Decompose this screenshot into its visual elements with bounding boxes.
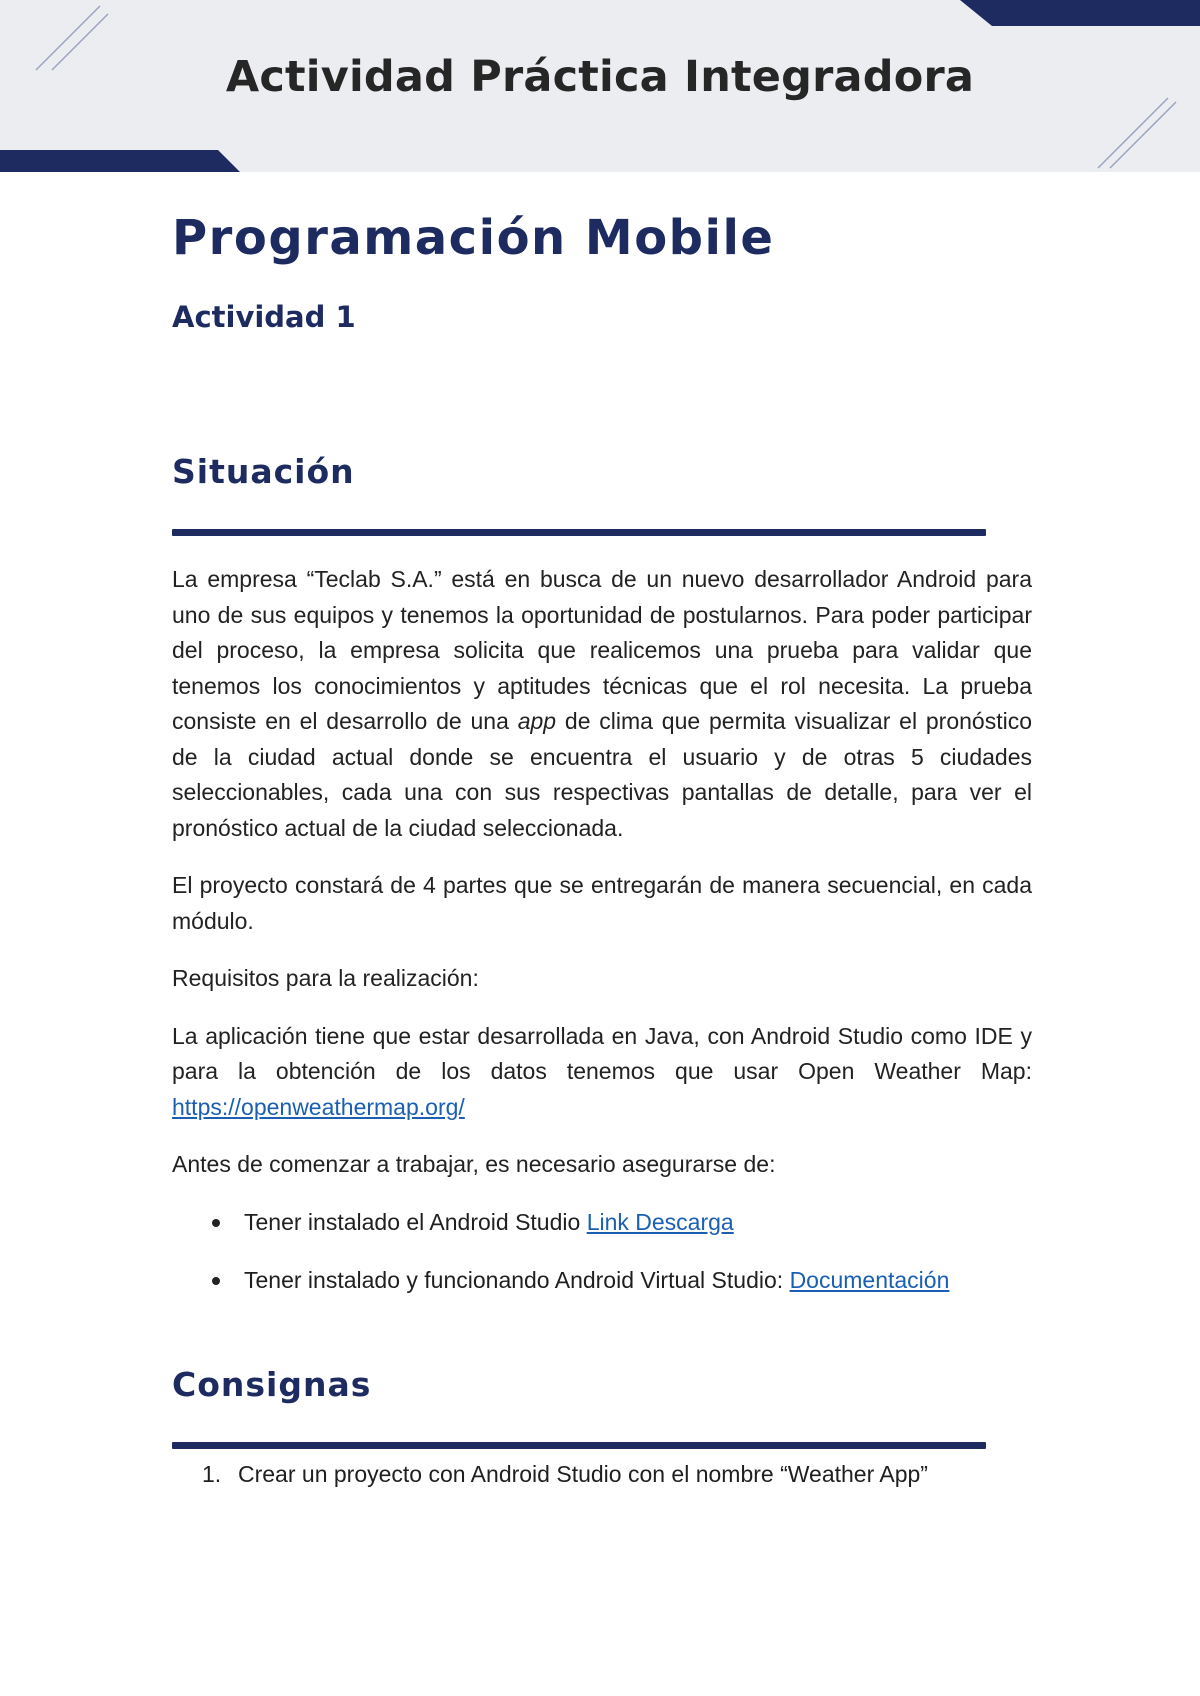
list-item-text: Tener instalado y funcionando Android Virtual Studio: [244,1266,790,1293]
bullet-icon [212,1277,220,1285]
section-heading-situacion: Situación [172,452,355,491]
paragraph-intro-text: La empresa “Teclab S.A.” está en busca de un nuevo desarrollador Android para uno de sus equipos y tenemos la oportunidad de postularnos. Para poder participar del proceso, la empresa solicita que realicemos una prueba para validar que tenemos los conocimientos y aptitudes técnicas que el rol necesita. La prueba consiste en el desarrollo de una [172,566,1032,734]
list-item-number: 1. [202,1460,222,1487]
paragraph-intro-text-end: de clima que permita visualizar el pronóstico de la ciudad actual donde se encuentra el usuario y de otras 5 ciudades seleccionables, cada una con sus respectivas pantallas de detalle, para ver el pronóstico actual de la ciudad seleccionada. [172,708,1033,841]
list-item-text: Tener instalado el Android Studio [244,1208,587,1235]
paragraph-requirements-text: La aplicación tiene que estar desarrollada en Java, con Android Studio como IDE y para la obtención de los datos tenemos que usar Open Weather Map: [172,1022,1032,1084]
list-item-text: Crear un proyecto con Android Studio con el nombre “Weather App” [238,1460,928,1487]
course-title: Programación Mobile [172,210,775,266]
list-item [172,1263,1032,1297]
openweathermap-link[interactable]: https://openweathermap.org/ [172,1093,465,1120]
documentation-link[interactable]: Documentación [789,1266,950,1293]
bullet-icon [212,1219,220,1227]
list-item [172,1457,1032,1491]
document-body [172,210,1032,1491]
prerequisites-list [172,1205,1032,1297]
activity-title: Actividad 1 [172,300,356,334]
paragraph-intro-emphasis: app [517,708,557,734]
section-divider [172,529,986,536]
header-banner [0,0,1200,172]
requirements-label: Requisitos para la realización: [172,965,479,991]
navy-shape-bottom-left [0,150,240,172]
instructions-list [172,1457,1032,1491]
paragraph-intro [172,562,1032,846]
paragraph-before-starting: Antes de comenzar a trabajar, es necesario asegurarse de: [172,1151,776,1177]
section-divider [172,1442,986,1449]
paragraph-requirements [172,1019,1032,1126]
list-item [172,1205,1032,1239]
decorative-lines-bottom-right [1098,98,1176,168]
document-title: Actividad Práctica Integradora [225,52,975,102]
download-link[interactable]: Link Descarga [586,1208,734,1235]
paragraph-project-parts: El proyecto constará de 4 partes que se entregarán de manera secuencial, en cada módulo. [172,872,1032,934]
navy-shape-top-right [960,0,1200,26]
section-heading-consignas: Consignas [172,1364,372,1404]
